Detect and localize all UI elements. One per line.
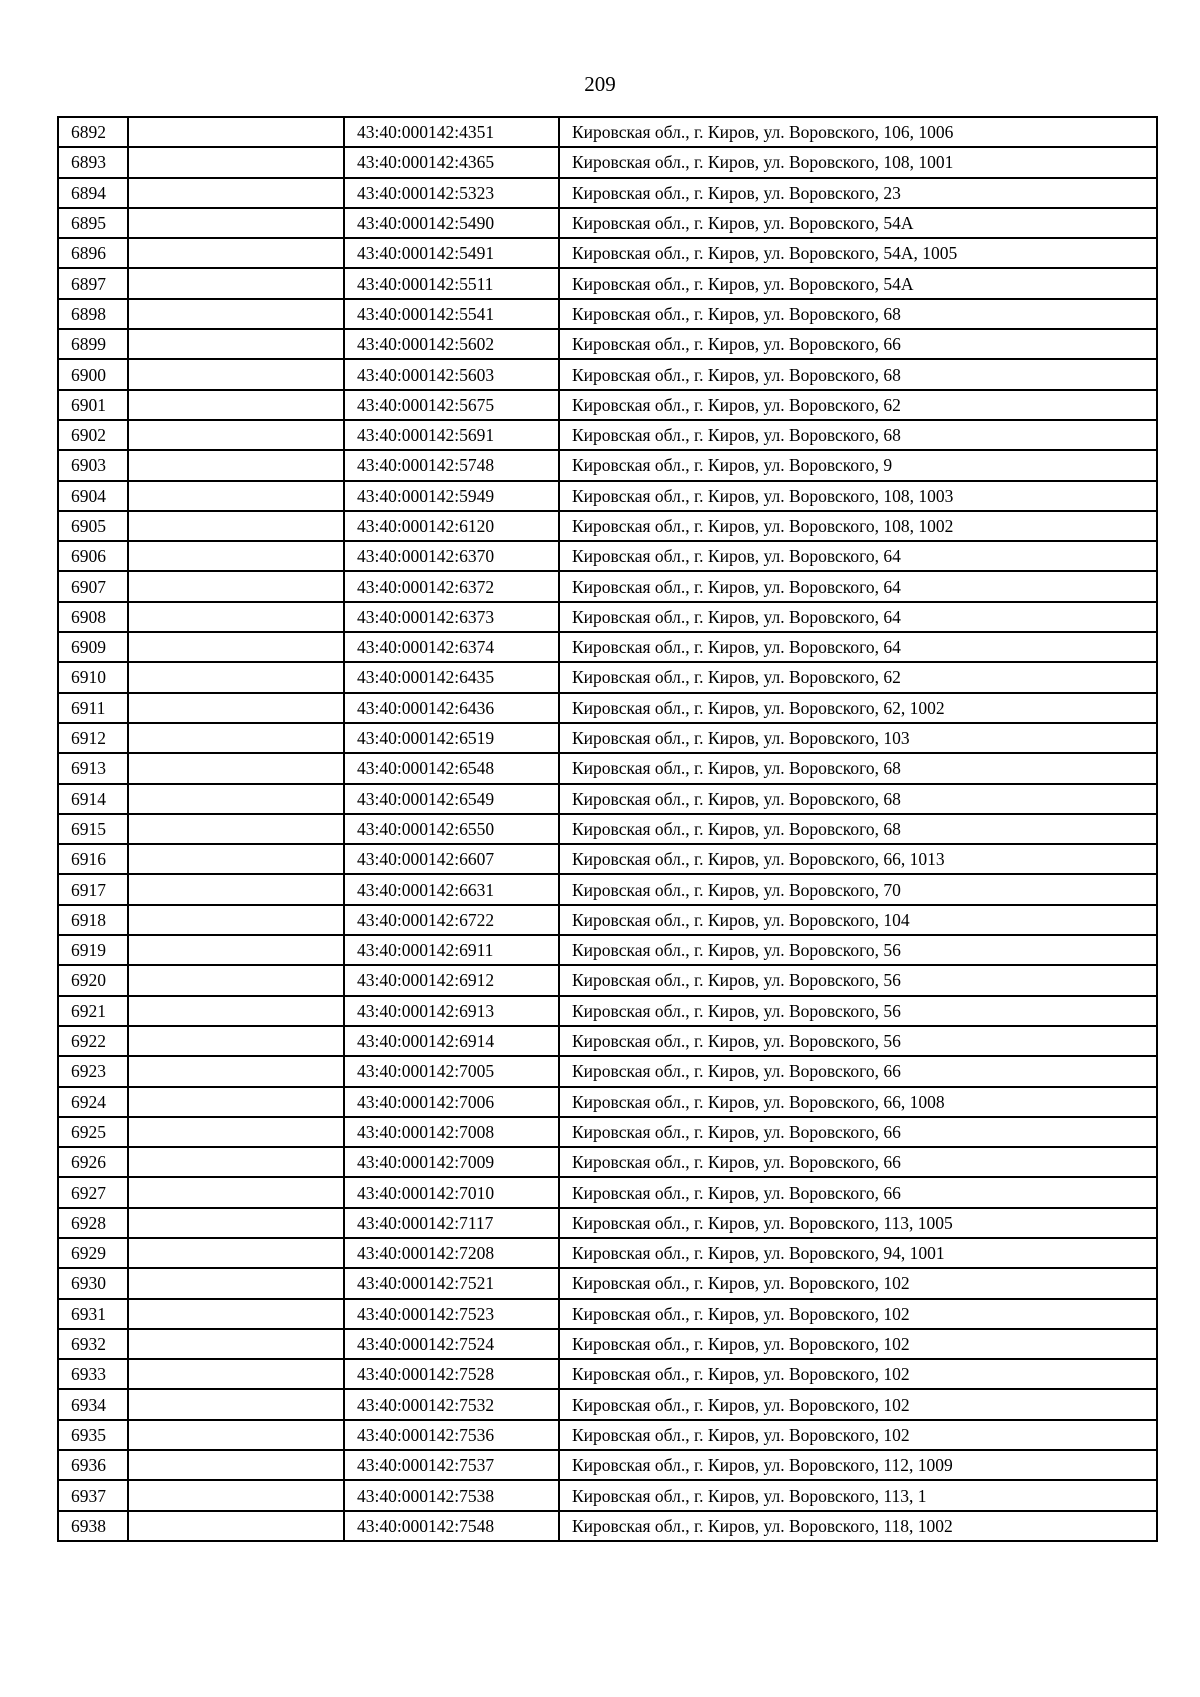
row-number-cell: 6930 <box>58 1268 128 1298</box>
empty-cell <box>128 481 344 511</box>
cadastral-number-cell: 43:40:000142:6550 <box>344 814 559 844</box>
table-row <box>58 1480 1157 1510</box>
address-cell: Кировская обл., г. Киров, ул. Воровского, 118, 1002 <box>559 1511 1157 1541</box>
registry-table-body <box>58 117 1157 1541</box>
cadastral-number-cell: 43:40:000142:6436 <box>344 693 559 723</box>
table-row <box>58 178 1157 208</box>
table-row <box>58 329 1157 359</box>
address-cell: Кировская обл., г. Киров, ул. Воровского, 23 <box>559 178 1157 208</box>
empty-cell <box>128 632 344 662</box>
address-cell: Кировская обл., г. Киров, ул. Воровского, 108, 1002 <box>559 511 1157 541</box>
empty-cell <box>128 450 344 480</box>
row-number-cell: 6911 <box>58 693 128 723</box>
empty-cell <box>128 329 344 359</box>
address-cell: Кировская обл., г. Киров, ул. Воровского, 56 <box>559 965 1157 995</box>
empty-cell <box>128 147 344 177</box>
cadastral-number-cell: 43:40:000142:6370 <box>344 541 559 571</box>
row-number-cell: 6932 <box>58 1329 128 1359</box>
address-cell: Кировская обл., г. Киров, ул. Воровского, 66, 1013 <box>559 844 1157 874</box>
table-row <box>58 1056 1157 1086</box>
cadastral-number-cell: 43:40:000142:5602 <box>344 329 559 359</box>
address-cell: Кировская обл., г. Киров, ул. Воровского, 62 <box>559 662 1157 692</box>
empty-cell <box>128 208 344 238</box>
address-cell: Кировская обл., г. Киров, ул. Воровского, 112, 1009 <box>559 1450 1157 1480</box>
row-number-cell: 6933 <box>58 1359 128 1389</box>
empty-cell <box>128 1359 344 1389</box>
table-row <box>58 1299 1157 1329</box>
address-cell: Кировская обл., г. Киров, ул. Воровского, 68 <box>559 359 1157 389</box>
row-number-cell: 6917 <box>58 874 128 904</box>
empty-cell <box>128 511 344 541</box>
cadastral-number-cell: 43:40:000142:6631 <box>344 874 559 904</box>
cadastral-number-cell: 43:40:000142:7528 <box>344 1359 559 1389</box>
table-row <box>58 1087 1157 1117</box>
table-row <box>58 359 1157 389</box>
cadastral-number-cell: 43:40:000142:7117 <box>344 1208 559 1238</box>
cadastral-number-cell: 43:40:000142:7537 <box>344 1450 559 1480</box>
row-number-cell: 6934 <box>58 1389 128 1419</box>
table-row <box>58 753 1157 783</box>
address-cell: Кировская обл., г. Киров, ул. Воровского, 56 <box>559 935 1157 965</box>
empty-cell <box>128 1177 344 1207</box>
row-number-cell: 6923 <box>58 1056 128 1086</box>
row-number-cell: 6912 <box>58 723 128 753</box>
address-cell: Кировская обл., г. Киров, ул. Воровского, 66 <box>559 1056 1157 1086</box>
address-cell: Кировская обл., г. Киров, ул. Воровского, 66 <box>559 1147 1157 1177</box>
empty-cell <box>128 1389 344 1419</box>
cadastral-number-cell: 43:40:000142:6374 <box>344 632 559 662</box>
cadastral-number-cell: 43:40:000142:6722 <box>344 905 559 935</box>
row-number-cell: 6909 <box>58 632 128 662</box>
address-cell: Кировская обл., г. Киров, ул. Воровского, 102 <box>559 1359 1157 1389</box>
empty-cell <box>128 1238 344 1268</box>
table-row <box>58 996 1157 1026</box>
empty-cell <box>128 723 344 753</box>
cadastral-number-cell: 43:40:000142:7548 <box>344 1511 559 1541</box>
row-number-cell: 6907 <box>58 571 128 601</box>
table-row <box>58 117 1157 147</box>
table-row <box>58 420 1157 450</box>
table-row <box>58 1238 1157 1268</box>
row-number-cell: 6904 <box>58 481 128 511</box>
cadastral-number-cell: 43:40:000142:6912 <box>344 965 559 995</box>
row-number-cell: 6931 <box>58 1299 128 1329</box>
cadastral-number-cell: 43:40:000142:7006 <box>344 1087 559 1117</box>
row-number-cell: 6926 <box>58 1147 128 1177</box>
row-number-cell: 6901 <box>58 390 128 420</box>
address-cell: Кировская обл., г. Киров, ул. Воровского, 66 <box>559 329 1157 359</box>
empty-cell <box>128 420 344 450</box>
row-number-cell: 6928 <box>58 1208 128 1238</box>
table-row <box>58 965 1157 995</box>
empty-cell <box>128 178 344 208</box>
row-number-cell: 6895 <box>58 208 128 238</box>
address-cell: Кировская обл., г. Киров, ул. Воровского, 68 <box>559 753 1157 783</box>
empty-cell <box>128 844 344 874</box>
table-row <box>58 935 1157 965</box>
page-number: 209 <box>584 72 616 96</box>
address-cell: Кировская обл., г. Киров, ул. Воровского, 66 <box>559 1177 1157 1207</box>
empty-cell <box>128 1450 344 1480</box>
table-row <box>58 844 1157 874</box>
empty-cell <box>128 905 344 935</box>
address-cell: Кировская обл., г. Киров, ул. Воровского, 68 <box>559 814 1157 844</box>
cadastral-number-cell: 43:40:000142:5603 <box>344 359 559 389</box>
row-number-cell: 6905 <box>58 511 128 541</box>
table-row <box>58 450 1157 480</box>
address-cell: Кировская обл., г. Киров, ул. Воровского, 68 <box>559 299 1157 329</box>
empty-cell <box>128 753 344 783</box>
row-number-cell: 6916 <box>58 844 128 874</box>
table-row <box>58 1177 1157 1207</box>
address-cell: Кировская обл., г. Киров, ул. Воровского, 102 <box>559 1299 1157 1329</box>
cadastral-number-cell: 43:40:000142:5748 <box>344 450 559 480</box>
row-number-cell: 6922 <box>58 1026 128 1056</box>
cadastral-number-cell: 43:40:000142:4365 <box>344 147 559 177</box>
row-number-cell: 6927 <box>58 1177 128 1207</box>
address-cell: Кировская обл., г. Киров, ул. Воровского, 54А <box>559 268 1157 298</box>
row-number-cell: 6925 <box>58 1117 128 1147</box>
cadastral-number-cell: 43:40:000142:6548 <box>344 753 559 783</box>
table-row <box>58 208 1157 238</box>
address-cell: Кировская обл., г. Киров, ул. Воровского, 56 <box>559 996 1157 1026</box>
cadastral-number-cell: 43:40:000142:5490 <box>344 208 559 238</box>
row-number-cell: 6935 <box>58 1420 128 1450</box>
address-cell: Кировская обл., г. Киров, ул. Воровского, 54А <box>559 208 1157 238</box>
empty-cell <box>128 390 344 420</box>
cadastral-number-cell: 43:40:000142:7524 <box>344 1329 559 1359</box>
address-cell: Кировская обл., г. Киров, ул. Воровского, 113, 1005 <box>559 1208 1157 1238</box>
row-number-cell: 6938 <box>58 1511 128 1541</box>
cadastral-number-cell: 43:40:000142:6373 <box>344 602 559 632</box>
address-cell: Кировская обл., г. Киров, ул. Воровского, 102 <box>559 1389 1157 1419</box>
row-number-cell: 6915 <box>58 814 128 844</box>
empty-cell <box>128 1117 344 1147</box>
table-row <box>58 1147 1157 1177</box>
empty-cell <box>128 1511 344 1541</box>
table-row <box>58 1026 1157 1056</box>
row-number-cell: 6914 <box>58 784 128 814</box>
address-cell: Кировская обл., г. Киров, ул. Воровского, 94, 1001 <box>559 1238 1157 1268</box>
table-row <box>58 1208 1157 1238</box>
row-number-cell: 6937 <box>58 1480 128 1510</box>
empty-cell <box>128 1208 344 1238</box>
cadastral-number-cell: 43:40:000142:7536 <box>344 1420 559 1450</box>
table-row <box>58 1329 1157 1359</box>
cadastral-number-cell: 43:40:000142:7532 <box>344 1389 559 1419</box>
row-number-cell: 6894 <box>58 178 128 208</box>
table-row <box>58 268 1157 298</box>
cadastral-number-cell: 43:40:000142:7010 <box>344 1177 559 1207</box>
cadastral-number-cell: 43:40:000142:5675 <box>344 390 559 420</box>
table-row <box>58 571 1157 601</box>
cadastral-number-cell: 43:40:000142:6372 <box>344 571 559 601</box>
row-number-cell: 6897 <box>58 268 128 298</box>
table-row <box>58 511 1157 541</box>
row-number-cell: 6899 <box>58 329 128 359</box>
cadastral-number-cell: 43:40:000142:6911 <box>344 935 559 965</box>
table-row <box>58 541 1157 571</box>
table-row <box>58 238 1157 268</box>
table-row <box>58 632 1157 662</box>
address-cell: Кировская обл., г. Киров, ул. Воровского, 56 <box>559 1026 1157 1056</box>
row-number-cell: 6913 <box>58 753 128 783</box>
cadastral-number-cell: 43:40:000142:7005 <box>344 1056 559 1086</box>
empty-cell <box>128 571 344 601</box>
empty-cell <box>128 299 344 329</box>
address-cell: Кировская обл., г. Киров, ул. Воровского, 108, 1001 <box>559 147 1157 177</box>
address-cell: Кировская обл., г. Киров, ул. Воровского, 64 <box>559 541 1157 571</box>
table-row <box>58 602 1157 632</box>
empty-cell <box>128 662 344 692</box>
empty-cell <box>128 784 344 814</box>
cadastral-number-cell: 43:40:000142:6435 <box>344 662 559 692</box>
empty-cell <box>128 1329 344 1359</box>
table-row <box>58 905 1157 935</box>
cadastral-number-cell: 43:40:000142:7523 <box>344 1299 559 1329</box>
row-number-cell: 6908 <box>58 602 128 632</box>
cadastral-number-cell: 43:40:000142:6549 <box>344 784 559 814</box>
address-cell: Кировская обл., г. Киров, ул. Воровского, 66 <box>559 1117 1157 1147</box>
row-number-cell: 6900 <box>58 359 128 389</box>
table-row <box>58 1450 1157 1480</box>
empty-cell <box>128 1420 344 1450</box>
row-number-cell: 6906 <box>58 541 128 571</box>
table-row <box>58 1389 1157 1419</box>
address-cell: Кировская обл., г. Киров, ул. Воровского, 62, 1002 <box>559 693 1157 723</box>
table-row <box>58 1268 1157 1298</box>
table-row <box>58 299 1157 329</box>
cadastral-number-cell: 43:40:000142:6120 <box>344 511 559 541</box>
row-number-cell: 6898 <box>58 299 128 329</box>
address-cell: Кировская обл., г. Киров, ул. Воровского, 64 <box>559 632 1157 662</box>
address-cell: Кировская обл., г. Киров, ул. Воровского, 102 <box>559 1268 1157 1298</box>
table-row <box>58 147 1157 177</box>
address-cell: Кировская обл., г. Киров, ул. Воровского, 102 <box>559 1420 1157 1450</box>
empty-cell <box>128 1056 344 1086</box>
table-row <box>58 1511 1157 1541</box>
cadastral-number-cell: 43:40:000142:6913 <box>344 996 559 1026</box>
address-cell: Кировская обл., г. Киров, ул. Воровского, 54А, 1005 <box>559 238 1157 268</box>
row-number-cell: 6902 <box>58 420 128 450</box>
empty-cell <box>128 814 344 844</box>
address-cell: Кировская обл., г. Киров, ул. Воровского, 104 <box>559 905 1157 935</box>
row-number-cell: 6892 <box>58 117 128 147</box>
empty-cell <box>128 1026 344 1056</box>
address-cell: Кировская обл., г. Киров, ул. Воровского, 102 <box>559 1329 1157 1359</box>
row-number-cell: 6920 <box>58 965 128 995</box>
table-row <box>58 874 1157 904</box>
empty-cell <box>128 238 344 268</box>
registry-table <box>57 116 1158 1542</box>
row-number-cell: 6903 <box>58 450 128 480</box>
address-cell: Кировская обл., г. Киров, ул. Воровского, 68 <box>559 784 1157 814</box>
empty-cell <box>128 935 344 965</box>
cadastral-number-cell: 43:40:000142:7008 <box>344 1117 559 1147</box>
address-cell: Кировская обл., г. Киров, ул. Воровского, 64 <box>559 571 1157 601</box>
empty-cell <box>128 693 344 723</box>
row-number-cell: 6919 <box>58 935 128 965</box>
cadastral-number-cell: 43:40:000142:7208 <box>344 1238 559 1268</box>
empty-cell <box>128 1480 344 1510</box>
empty-cell <box>128 541 344 571</box>
cadastral-number-cell: 43:40:000142:7009 <box>344 1147 559 1177</box>
cadastral-number-cell: 43:40:000142:6519 <box>344 723 559 753</box>
table-row <box>58 390 1157 420</box>
empty-cell <box>128 117 344 147</box>
table-row <box>58 1117 1157 1147</box>
cadastral-number-cell: 43:40:000142:5541 <box>344 299 559 329</box>
row-number-cell: 6936 <box>58 1450 128 1480</box>
cadastral-number-cell: 43:40:000142:5949 <box>344 481 559 511</box>
cadastral-number-cell: 43:40:000142:7521 <box>344 1268 559 1298</box>
row-number-cell: 6918 <box>58 905 128 935</box>
empty-cell <box>128 1147 344 1177</box>
address-cell: Кировская обл., г. Киров, ул. Воровского, 113, 1 <box>559 1480 1157 1510</box>
empty-cell <box>128 1087 344 1117</box>
cadastral-number-cell: 43:40:000142:6607 <box>344 844 559 874</box>
empty-cell <box>128 965 344 995</box>
row-number-cell: 6893 <box>58 147 128 177</box>
cadastral-number-cell: 43:40:000142:5691 <box>344 420 559 450</box>
address-cell: Кировская обл., г. Киров, ул. Воровского, 66, 1008 <box>559 1087 1157 1117</box>
table-row <box>58 1420 1157 1450</box>
row-number-cell: 6896 <box>58 238 128 268</box>
cadastral-number-cell: 43:40:000142:7538 <box>344 1480 559 1510</box>
address-cell: Кировская обл., г. Киров, ул. Воровского, 103 <box>559 723 1157 753</box>
table-row <box>58 481 1157 511</box>
empty-cell <box>128 874 344 904</box>
table-row <box>58 814 1157 844</box>
row-number-cell: 6921 <box>58 996 128 1026</box>
cadastral-number-cell: 43:40:000142:5323 <box>344 178 559 208</box>
address-cell: Кировская обл., г. Киров, ул. Воровского, 70 <box>559 874 1157 904</box>
address-cell: Кировская обл., г. Киров, ул. Воровского, 106, 1006 <box>559 117 1157 147</box>
empty-cell <box>128 1268 344 1298</box>
address-cell: Кировская обл., г. Киров, ул. Воровского, 64 <box>559 602 1157 632</box>
address-cell: Кировская обл., г. Киров, ул. Воровского, 108, 1003 <box>559 481 1157 511</box>
address-cell: Кировская обл., г. Киров, ул. Воровского, 62 <box>559 390 1157 420</box>
cadastral-number-cell: 43:40:000142:6914 <box>344 1026 559 1056</box>
empty-cell <box>128 359 344 389</box>
empty-cell <box>128 1299 344 1329</box>
row-number-cell: 6910 <box>58 662 128 692</box>
address-cell: Кировская обл., г. Киров, ул. Воровского, 9 <box>559 450 1157 480</box>
cadastral-number-cell: 43:40:000142:4351 <box>344 117 559 147</box>
table-row <box>58 1359 1157 1389</box>
cadastral-number-cell: 43:40:000142:5511 <box>344 268 559 298</box>
empty-cell <box>128 602 344 632</box>
row-number-cell: 6929 <box>58 1238 128 1268</box>
empty-cell <box>128 996 344 1026</box>
table-row <box>58 723 1157 753</box>
table-row <box>58 693 1157 723</box>
row-number-cell: 6924 <box>58 1087 128 1117</box>
table-row <box>58 784 1157 814</box>
address-cell: Кировская обл., г. Киров, ул. Воровского, 68 <box>559 420 1157 450</box>
empty-cell <box>128 268 344 298</box>
table-row <box>58 662 1157 692</box>
cadastral-number-cell: 43:40:000142:5491 <box>344 238 559 268</box>
